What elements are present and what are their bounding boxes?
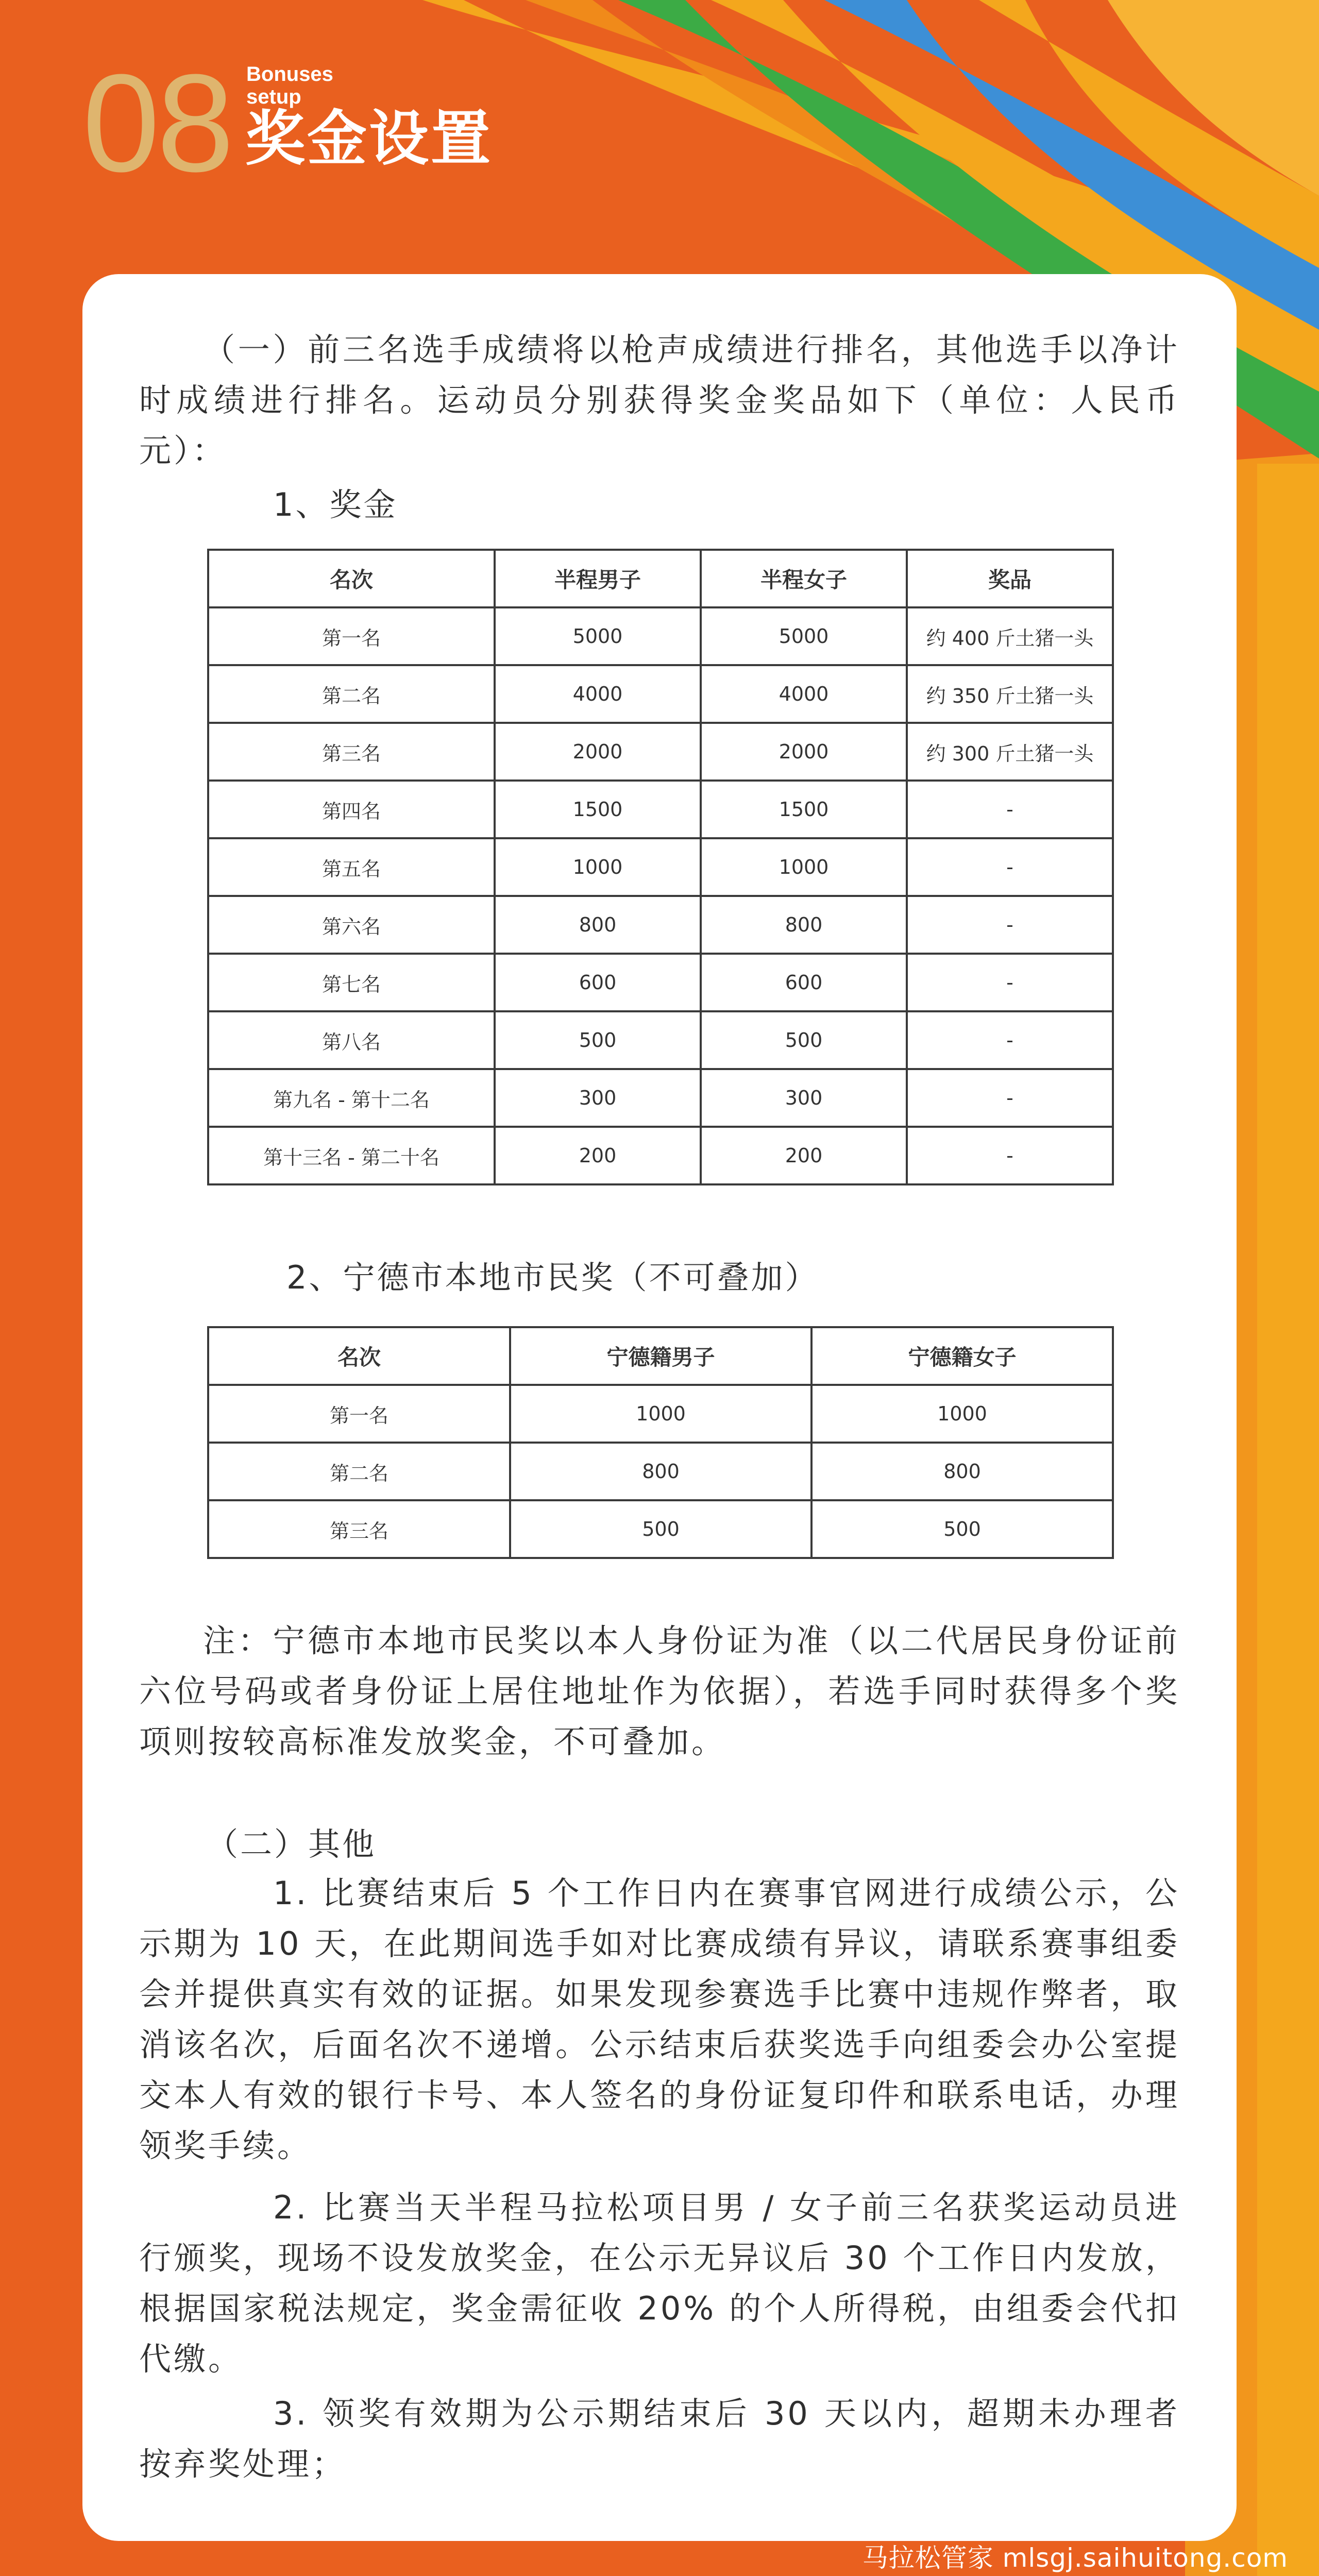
rank-cell: 第十三名 - 第二十名 <box>208 1127 495 1184</box>
women-bonus-cell: 1500 <box>701 781 907 838</box>
rank-cell: 第五名 <box>208 838 495 896</box>
rank-cell: 第八名 <box>208 1011 495 1069</box>
table-row <box>208 896 1113 954</box>
rank-cell: 第二名 <box>208 665 495 723</box>
intro-paragraph: （一）前三名选手成绩将以枪声成绩进行排名，其他选手以净计时成绩进行排名。运动员分别获得奖金奖品如下（单位：人民币元）： <box>139 331 1180 469</box>
men-bonus-cell: 800 <box>510 1443 811 1500</box>
women-bonus-cell: 800 <box>701 896 907 954</box>
women-bonus-cell: 600 <box>701 954 907 1011</box>
table-row <box>208 607 1113 665</box>
prize-cell: 约 350 斤土猪一头 <box>907 665 1113 723</box>
rank-cell: 第四名 <box>208 781 495 838</box>
local-header-rank: 名次 <box>208 1327 510 1385</box>
rank-cell: 第二名 <box>208 1443 510 1500</box>
table-row <box>208 1385 1113 1443</box>
women-bonus-cell: 1000 <box>811 1385 1113 1443</box>
section-title-english <box>246 63 333 108</box>
prize-cell: - <box>907 954 1113 1011</box>
rank-cell: 第九名 - 第十二名 <box>208 1069 495 1127</box>
section-title-en-line2: setup <box>246 86 301 108</box>
men-bonus-cell: 600 <box>495 954 701 1011</box>
men-bonus-cell: 1000 <box>495 838 701 896</box>
men-bonus-cell: 800 <box>495 896 701 954</box>
local-table-header <box>208 1327 1113 1385</box>
prize-cell: - <box>907 781 1113 838</box>
table2-title: 2、宁德市本地市民奖（不可叠加） <box>286 1259 819 1296</box>
women-bonus-cell: 800 <box>811 1443 1113 1500</box>
women-bonus-cell: 2000 <box>701 723 907 781</box>
section-title: 奖金设置 <box>245 104 493 174</box>
rule-item-2: 2. 比赛当天半程马拉松项目男 / 女子前三名获奖运动员进行颁奖，现场不设发放奖金，在公示无异议后 30 个工作日内发放，根据国家税法规定，奖金需征收 20% 的个人所得税，由组委会代扣代缴。 <box>139 2189 1180 2378</box>
table-row <box>208 1443 1113 1500</box>
footer-watermark: 马拉松管家 mlsgj.saihuitong.com <box>862 2543 1288 2573</box>
note-paragraph: 注：宁德市本地市民奖以本人身份证为准（以二代居民身份证前六位号码或者身份证上居住地址作为依据），若选手同时获得多个奖项则按较高标准发放奖金，不可叠加。 <box>139 1622 1180 1760</box>
rule-item-1: 1. 比赛结束后 5 个工作日内在赛事官网进行成绩公示，公示期为 10 天，在此期间选手如对比赛成绩有异议，请联系赛事组委会并提供真实有效的证据。如果发现参赛选手比赛中违规作弊者，取消该名次，后面名次不递增。公示结束后获奖选手向组委会办公室提交本人有效的银行卡号、本人签名的身份证复印件和联系电话，办理领奖手续。 <box>139 1874 1180 2164</box>
rank-cell: 第七名 <box>208 954 495 1011</box>
women-bonus-cell: 300 <box>701 1069 907 1127</box>
table-row <box>208 1127 1113 1184</box>
rank-cell: 第一名 <box>208 607 495 665</box>
bonus-header-prize: 奖品 <box>907 550 1113 607</box>
local-header-men: 宁德籍男子 <box>510 1327 811 1385</box>
table-row <box>208 665 1113 723</box>
women-bonus-cell: 200 <box>701 1127 907 1184</box>
men-bonus-cell: 2000 <box>495 723 701 781</box>
bonus-table <box>207 549 1114 1185</box>
table-row <box>208 1069 1113 1127</box>
table-row <box>208 723 1113 781</box>
table-row <box>208 954 1113 1011</box>
women-bonus-cell: 1000 <box>701 838 907 896</box>
men-bonus-cell: 200 <box>495 1127 701 1184</box>
bonus-header-men: 半程男子 <box>495 550 701 607</box>
prize-cell: - <box>907 838 1113 896</box>
section-title-en-line1: Bonuses <box>246 63 333 86</box>
prize-cell: - <box>907 1069 1113 1127</box>
local-resident-table <box>207 1326 1114 1559</box>
men-bonus-cell: 500 <box>510 1500 811 1558</box>
women-bonus-cell: 4000 <box>701 665 907 723</box>
rank-cell: 第六名 <box>208 896 495 954</box>
bonus-header-women: 半程女子 <box>701 550 907 607</box>
men-bonus-cell: 5000 <box>495 607 701 665</box>
rank-cell: 第一名 <box>208 1385 510 1443</box>
table-row <box>208 1500 1113 1558</box>
women-bonus-cell: 5000 <box>701 607 907 665</box>
section-number: 08 <box>82 46 231 201</box>
men-bonus-cell: 4000 <box>495 665 701 723</box>
rank-cell: 第三名 <box>208 723 495 781</box>
women-bonus-cell: 500 <box>701 1011 907 1069</box>
prize-cell: 约 300 斤土猪一头 <box>907 723 1113 781</box>
prize-cell: - <box>907 1011 1113 1069</box>
rank-cell: 第三名 <box>208 1500 510 1558</box>
table1-title: 1、奖金 <box>273 486 398 523</box>
men-bonus-cell: 1000 <box>510 1385 811 1443</box>
prize-cell: - <box>907 1127 1113 1184</box>
bonus-table-header <box>208 550 1113 607</box>
local-header-women: 宁德籍女子 <box>811 1327 1113 1385</box>
bonus-header-rank: 名次 <box>208 550 495 607</box>
table-row <box>208 781 1113 838</box>
prize-cell: - <box>907 896 1113 954</box>
prize-cell: 约 400 斤土猪一头 <box>907 607 1113 665</box>
section2-title: （二）其他 <box>206 1825 377 1863</box>
rule-item-3: 3. 领奖有效期为公示期结束后 30 天以内，超期未办理者按弃奖处理； <box>139 2395 1180 2483</box>
women-bonus-cell: 500 <box>811 1500 1113 1558</box>
table-row <box>208 1011 1113 1069</box>
men-bonus-cell: 300 <box>495 1069 701 1127</box>
men-bonus-cell: 1500 <box>495 781 701 838</box>
men-bonus-cell: 500 <box>495 1011 701 1069</box>
table-row <box>208 838 1113 896</box>
